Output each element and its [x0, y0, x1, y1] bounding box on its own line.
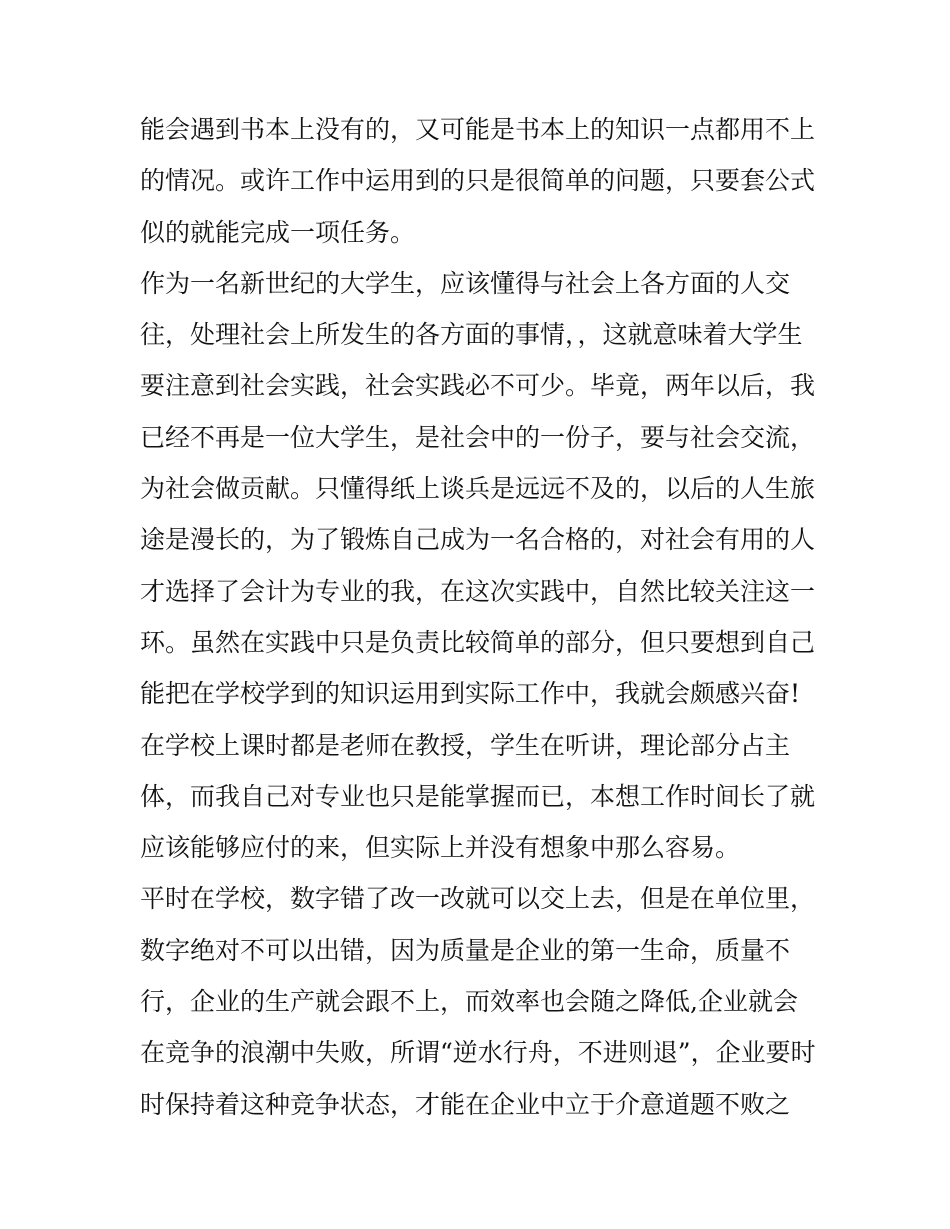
text-line: 数字绝对不可以出错，因为质量是企业的第一生命，质量不 — [140, 935, 791, 965]
text-line: 似的就能完成一项任务。 — [140, 217, 416, 247]
text-line: 要注意到社会实践，社会实践必不可少。毕竟，两年以后，我 — [140, 371, 816, 401]
text-line: 时保持着这种竞争状态，才能在企业中立于介意道题不败之 — [140, 1089, 791, 1119]
text-line: 体，而我自己对专业也只是能掌握而已，本想工作时间长了就 — [140, 781, 816, 811]
body-text — [140, 104, 820, 1130]
text-line: 途是漫长的，为了锻炼自己成为一名合格的，对社会有用的人 — [140, 525, 816, 555]
text-line: 为社会做贡献。只懂得纸上谈兵是远远不及的，以后的人生旅 — [140, 474, 816, 504]
text-line: 已经不再是一位大学生，是社会中的一份子，要与社会交流， — [140, 422, 816, 452]
text-line: 才选择了会计为专业的我，在这次实践中，自然比较关注这一 — [140, 576, 816, 606]
text-line: 行，企业的生产就会跟不上，而效率也会随之降低,企业就会 — [140, 987, 798, 1017]
text-line: 能把在学校学到的知识运用到实际工作中，我就会颇感兴奋! — [140, 679, 801, 709]
text-line: 应该能够应付的来，但实际上并没有想象中那么容易。 — [140, 833, 741, 863]
text-line: 平时在学校，数字错了改一改就可以交上去，但是在单位里， — [140, 884, 816, 914]
text-line: 在学校上课时都是老师在教授，学生在听讲，理论部分占主 — [140, 730, 791, 760]
text-line: 在竞争的浪潮中失败，所谓“逆水行舟，不进则退”，企业要时 — [140, 1038, 816, 1068]
text-line: 的情况。或许工作中运用到的只是很简单的问题，只要套公式 — [140, 166, 816, 196]
text-line: 环。虽然在实践中只是负责比较简单的部分，但只要想到自己 — [140, 627, 816, 657]
text-line: 作为一名新世纪的大学生，应该懂得与社会上各方面的人交 — [140, 268, 791, 298]
text-line: 往，处理社会上所发生的各方面的事情，，这就意味着大学生 — [140, 320, 803, 350]
text-line: 能会遇到书本上没有的，又可能是书本上的知识一点都用不上 — [140, 115, 816, 144]
